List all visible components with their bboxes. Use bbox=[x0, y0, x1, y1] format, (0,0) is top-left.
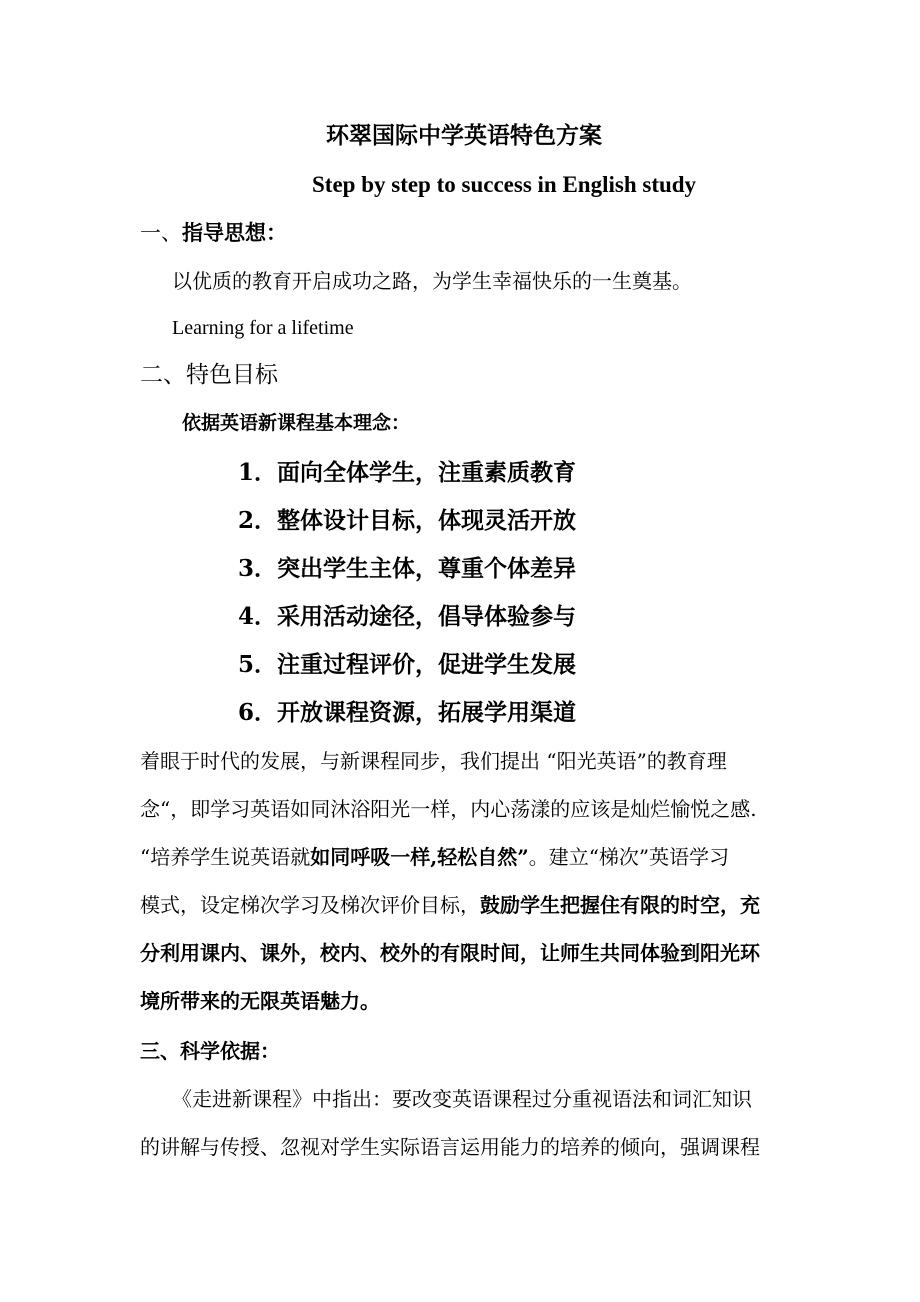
list-item bbox=[238, 605, 576, 629]
list-item bbox=[238, 701, 576, 725]
section1-motto: Learning for a lifetime bbox=[172, 317, 354, 339]
list-item-text: 注重过程评价，促进学生发展 bbox=[277, 652, 577, 678]
paragraph-text: “培养学生说英语就 bbox=[140, 845, 311, 869]
list-item-text: 面向全体学生，注重素质教育 bbox=[277, 460, 577, 486]
paragraph-line: 着眼于时代的发展，与新课程同步，我们提出 “阳光英语”的教育理 bbox=[140, 749, 727, 773]
list-item-number: 4． bbox=[238, 603, 278, 630]
section3-paragraph-line: 的讲解与传授、忽视对学生实际语言运用能力的培养的倾向，强调课程 bbox=[140, 1135, 760, 1159]
list-item bbox=[238, 509, 576, 533]
paragraph-text: 。建立“梯次”英语学习 bbox=[528, 845, 730, 869]
section2-intro: 依据英语新课程基本理念： bbox=[182, 412, 411, 434]
section2-heading-number: 二、 bbox=[140, 362, 186, 388]
paragraph-line bbox=[140, 895, 760, 915]
list-item-number: 3． bbox=[238, 555, 278, 582]
list-item-text: 开放课程资源，拓展学用渠道 bbox=[277, 700, 577, 726]
list-item-number: 2． bbox=[238, 507, 278, 534]
section1-heading-number: 一、 bbox=[140, 221, 182, 245]
document-title: 环翠国际中学英语特色方案 bbox=[326, 122, 602, 149]
list-item-number: 5． bbox=[238, 651, 278, 678]
paragraph-line bbox=[140, 847, 729, 867]
section3-paragraph-line: 《走进新课程》中指出：要改变英语课程过分重视语法和词汇知识 bbox=[172, 1087, 752, 1111]
section2-heading-text: 特色目标 bbox=[186, 362, 278, 388]
paragraph-emphasis-line: 境所带来的无限英语魅力。 bbox=[140, 989, 380, 1013]
section3-heading: 三、科学依据： bbox=[140, 1039, 280, 1063]
list-item bbox=[238, 461, 576, 485]
section2-heading bbox=[140, 364, 278, 387]
list-item-number: 6． bbox=[238, 699, 278, 726]
section1-heading bbox=[140, 222, 287, 244]
paragraph-emphasis: 如同呼吸一样,轻松自然” bbox=[310, 845, 529, 869]
list-item bbox=[238, 653, 576, 677]
paragraph-emphasis-line: 分利用课内、课外，校内、校外的有限时间，让师生共同体验到阳光环 bbox=[140, 941, 760, 965]
list-item-text: 整体设计目标，体现灵活开放 bbox=[277, 508, 577, 534]
list-item-text: 突出学生主体，尊重个体差异 bbox=[277, 556, 577, 582]
section1-paragraph: 以优质的教育开启成功之路，为学生幸福快乐的一生奠基。 bbox=[172, 269, 692, 293]
paragraph-text: 模式，设定梯次学习及梯次评价目标， bbox=[140, 893, 480, 917]
paragraph-line: 念“，即学习英语如同沐浴阳光一样，内心荡漾的应该是灿烂愉悦之感. bbox=[140, 797, 757, 821]
document-subtitle: Step by step to success in English study bbox=[312, 172, 697, 197]
section1-heading-text: 指导思想： bbox=[182, 220, 287, 245]
list-item-text: 采用活动途径，倡导体验参与 bbox=[277, 604, 577, 630]
paragraph-emphasis: 鼓励学生把握住有限的时空，充 bbox=[480, 893, 760, 917]
list-item bbox=[238, 557, 576, 581]
list-item-number: 1． bbox=[238, 459, 278, 486]
